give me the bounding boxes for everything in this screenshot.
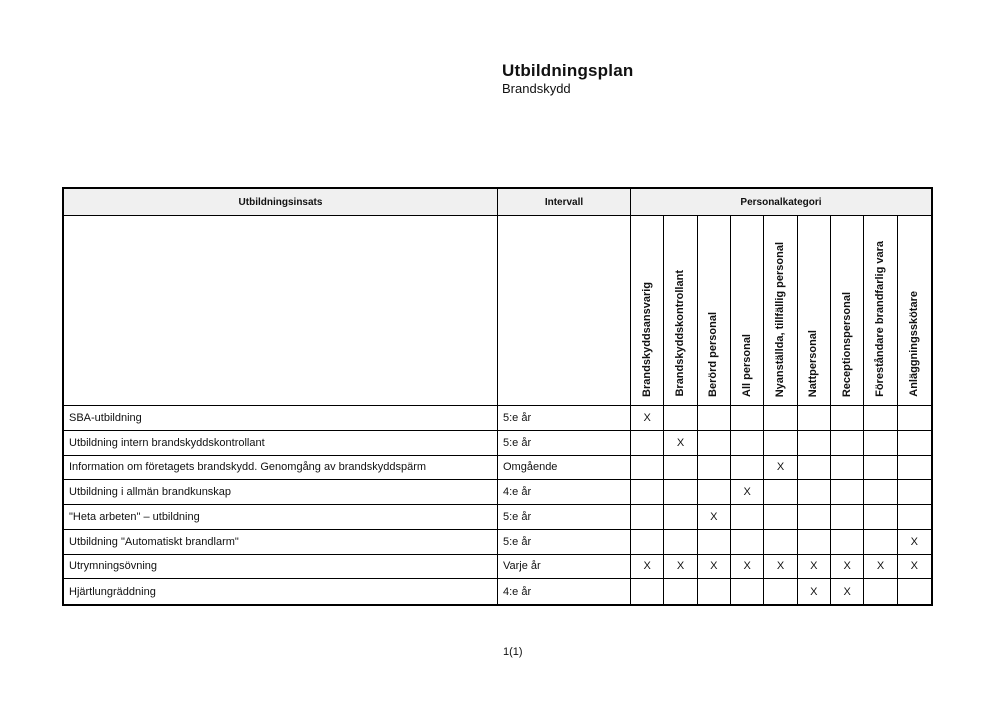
mark-cell: X bbox=[764, 456, 797, 481]
mark-cell bbox=[898, 480, 931, 505]
mark-cell bbox=[764, 505, 797, 530]
mark-cell bbox=[864, 456, 897, 481]
mark-cell bbox=[831, 505, 864, 530]
mark-cell bbox=[864, 406, 897, 431]
mark-cell bbox=[664, 579, 697, 604]
mark-cell bbox=[698, 431, 731, 456]
col-header-personalkategori: Personalkategori bbox=[631, 189, 931, 216]
interval-cell: Omgående bbox=[498, 456, 631, 481]
mark-cell: X bbox=[798, 555, 831, 580]
mark-cell bbox=[664, 505, 697, 530]
mark-cell: X bbox=[631, 406, 664, 431]
mark-cell: X bbox=[664, 555, 697, 580]
mark-cell bbox=[764, 480, 797, 505]
category-label: Brandskyddskontrollant bbox=[673, 270, 686, 397]
mark-cell bbox=[798, 406, 831, 431]
spacer-cell-training bbox=[64, 216, 498, 406]
mark-cell bbox=[698, 406, 731, 431]
mark-cell bbox=[664, 530, 697, 555]
page-number: 1(1) bbox=[503, 646, 523, 658]
document-subtitle: Brandskydd bbox=[502, 81, 571, 96]
mark-cell bbox=[798, 456, 831, 481]
interval-cell: 5:e år bbox=[498, 431, 631, 456]
category-header-brandskyddskontrollant bbox=[664, 216, 697, 406]
training-cell: Hjärtlungräddning bbox=[64, 579, 498, 604]
mark-cell bbox=[631, 456, 664, 481]
training-cell: Information om företagets brandskydd. Genomgång av brandskyddspärm bbox=[64, 456, 498, 481]
training-cell: Utrymningsövning bbox=[64, 555, 498, 580]
mark-cell: X bbox=[631, 555, 664, 580]
category-header-brandskyddsansvarig bbox=[631, 216, 664, 406]
mark-cell bbox=[798, 530, 831, 555]
mark-cell bbox=[631, 431, 664, 456]
mark-cell bbox=[831, 530, 864, 555]
mark-cell bbox=[864, 431, 897, 456]
mark-cell bbox=[631, 480, 664, 505]
category-header-berord-personal bbox=[698, 216, 731, 406]
mark-cell bbox=[898, 505, 931, 530]
mark-cell: X bbox=[898, 530, 931, 555]
mark-cell: X bbox=[764, 555, 797, 580]
col-header-intervall: Intervall bbox=[498, 189, 631, 216]
training-cell: SBA-utbildning bbox=[64, 406, 498, 431]
mark-cell bbox=[898, 406, 931, 431]
mark-cell bbox=[631, 579, 664, 604]
training-cell: Utbildning intern brandskyddskontrollant bbox=[64, 431, 498, 456]
mark-cell: X bbox=[731, 555, 764, 580]
mark-cell: X bbox=[831, 555, 864, 580]
category-header-anlaggningsskotare bbox=[898, 216, 931, 406]
mark-cell: X bbox=[898, 555, 931, 580]
mark-cell bbox=[764, 431, 797, 456]
interval-cell: 4:e år bbox=[498, 579, 631, 604]
mark-cell bbox=[864, 505, 897, 530]
category-header-all-personal bbox=[731, 216, 764, 406]
category-header-forestandare bbox=[864, 216, 897, 406]
col-header-utbildningsinsats: Utbildningsinsats bbox=[64, 189, 498, 216]
training-cell: Utbildning i allmän brandkunskap bbox=[64, 480, 498, 505]
mark-cell bbox=[831, 456, 864, 481]
mark-cell bbox=[731, 505, 764, 530]
training-cell: Utbildning "Automatiskt brandlarm" bbox=[64, 530, 498, 555]
mark-cell bbox=[864, 530, 897, 555]
mark-cell bbox=[864, 480, 897, 505]
mark-cell bbox=[698, 456, 731, 481]
interval-cell: 5:e år bbox=[498, 530, 631, 555]
mark-cell bbox=[764, 406, 797, 431]
mark-cell bbox=[798, 480, 831, 505]
mark-cell bbox=[698, 480, 731, 505]
document-title: Utbildningsplan bbox=[502, 61, 634, 80]
mark-cell: X bbox=[798, 579, 831, 604]
category-label: Föreståndare brandfarlig vara bbox=[873, 241, 886, 397]
spacer-cell-interval bbox=[498, 216, 631, 406]
mark-cell: X bbox=[831, 579, 864, 604]
category-header-nattpersonal bbox=[798, 216, 831, 406]
mark-cell bbox=[631, 505, 664, 530]
mark-cell bbox=[731, 579, 764, 604]
category-label: All personal bbox=[740, 334, 753, 397]
mark-cell bbox=[731, 530, 764, 555]
title-block bbox=[502, 60, 633, 97]
mark-cell bbox=[798, 431, 831, 456]
mark-cell: X bbox=[864, 555, 897, 580]
mark-cell bbox=[898, 456, 931, 481]
mark-cell bbox=[898, 431, 931, 456]
category-label: Anläggningsskötare bbox=[907, 291, 920, 397]
category-label: Berörd personal bbox=[707, 312, 720, 397]
interval-cell: 5:e år bbox=[498, 505, 631, 530]
mark-cell bbox=[864, 579, 897, 604]
mark-cell bbox=[731, 431, 764, 456]
mark-cell bbox=[764, 530, 797, 555]
mark-cell bbox=[698, 579, 731, 604]
mark-cell bbox=[731, 456, 764, 481]
mark-cell: X bbox=[698, 505, 731, 530]
training-cell: "Heta arbeten" – utbildning bbox=[64, 505, 498, 530]
interval-cell: 5:e år bbox=[498, 406, 631, 431]
mark-cell bbox=[664, 456, 697, 481]
category-label: Receptionspersonal bbox=[840, 291, 853, 397]
mark-cell: X bbox=[664, 431, 697, 456]
interval-cell: 4:e år bbox=[498, 480, 631, 505]
mark-cell bbox=[798, 505, 831, 530]
mark-cell bbox=[831, 406, 864, 431]
mark-cell bbox=[731, 406, 764, 431]
mark-cell bbox=[831, 480, 864, 505]
mark-cell bbox=[764, 579, 797, 604]
mark-cell bbox=[664, 480, 697, 505]
mark-cell bbox=[631, 530, 664, 555]
category-label: Brandskyddsansvarig bbox=[640, 282, 653, 397]
mark-cell bbox=[698, 530, 731, 555]
mark-cell bbox=[831, 431, 864, 456]
mark-cell bbox=[898, 579, 931, 604]
mark-cell: X bbox=[698, 555, 731, 580]
interval-cell: Varje år bbox=[498, 555, 631, 580]
category-header-nyanstallda bbox=[764, 216, 797, 406]
mark-cell bbox=[664, 406, 697, 431]
category-header-receptionspersonal bbox=[831, 216, 864, 406]
training-plan-table bbox=[62, 187, 933, 606]
mark-cell: X bbox=[731, 480, 764, 505]
category-label: Nattpersonal bbox=[807, 329, 820, 397]
category-label: Nyanställda, tillfällig personal bbox=[773, 241, 786, 397]
